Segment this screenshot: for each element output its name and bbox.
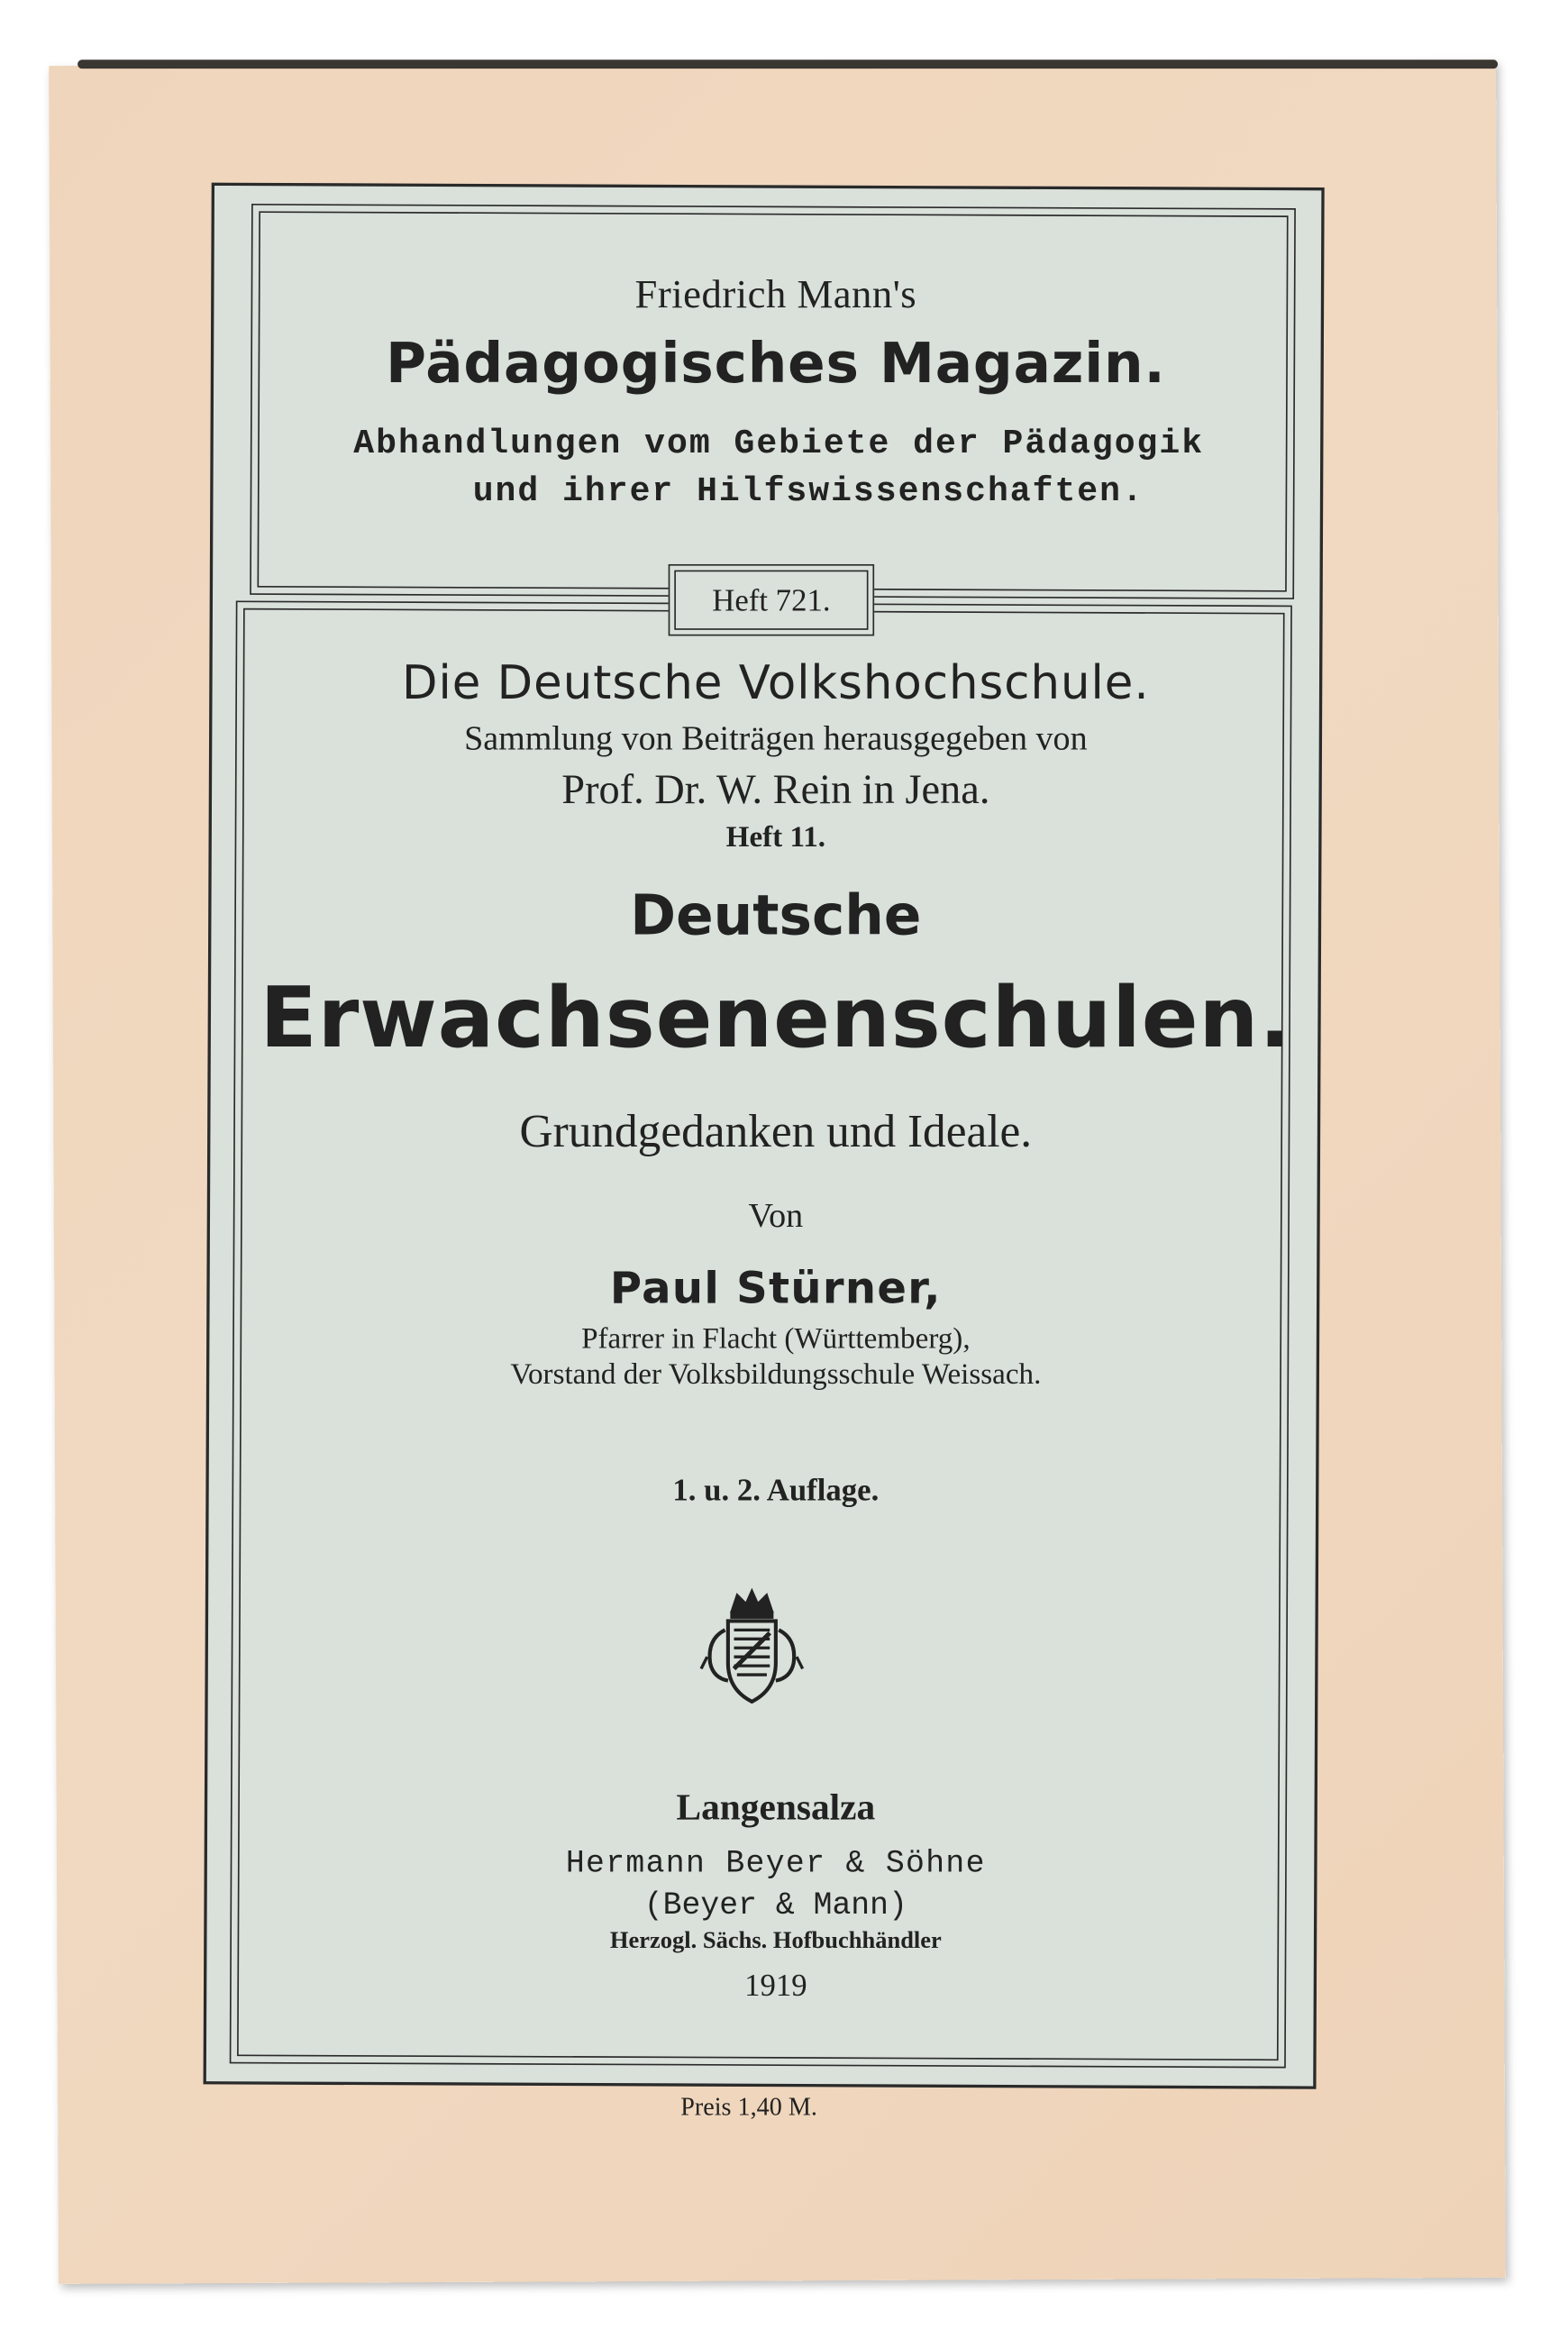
price: Preis 1,40 M. (680, 2092, 817, 2122)
issue-number: Heft 721. (712, 581, 831, 617)
work-title-line2: Erwachsenenschulen. (260, 970, 1292, 1068)
work-title-line1: Deutsche (630, 883, 922, 948)
cover-edge-shadow (77, 59, 1498, 69)
series-header-box (250, 204, 1296, 599)
coat-of-arms-icon (698, 1585, 806, 1708)
magazine-subtitle-line1: Abhandlungen vom Gebiete der Pädagogik (353, 424, 1205, 463)
edition: 1. u. 2. Auflage. (672, 1471, 880, 1508)
imprint-city: Langensalza (676, 1787, 876, 1829)
imprint-publisher-title: Herzogl. Sächs. Hofbuchhändler (609, 1928, 942, 1954)
imprint-publisher-alt: (Beyer & Mann) (643, 1889, 907, 1924)
author-name: Paul Stürner, (609, 1262, 942, 1314)
publisher-name: Friedrich Mann's (634, 271, 917, 317)
collection-editor: Prof. Dr. W. Rein in Jena. (561, 767, 990, 814)
magazine-subtitle-line2: und ihrer Hilfswissenschaften. (472, 471, 1144, 511)
issue-number-box (669, 564, 874, 635)
work-by: Von (748, 1197, 804, 1235)
imprint-publisher: Hermann Beyer & Söhne (565, 1848, 986, 1883)
collection-edited-line: Sammlung von Beiträgen herausgegeben von (464, 719, 1088, 757)
work-subtitle: Grundgedanken und Ideale. (519, 1104, 1033, 1157)
imprint-year: 1919 (744, 1967, 807, 2004)
magazine-title: Pädagogisches Magazin. (386, 331, 1166, 396)
collection-title: Die Deutsche Volkshochschule. (402, 656, 1150, 711)
collection-volume: Heft 11. (725, 820, 826, 854)
author-role2: Vorstand der Volksbildungsschule Weissach. (510, 1357, 1042, 1392)
author-role1: Pfarrer in Flacht (Württemberg), (581, 1322, 971, 1356)
